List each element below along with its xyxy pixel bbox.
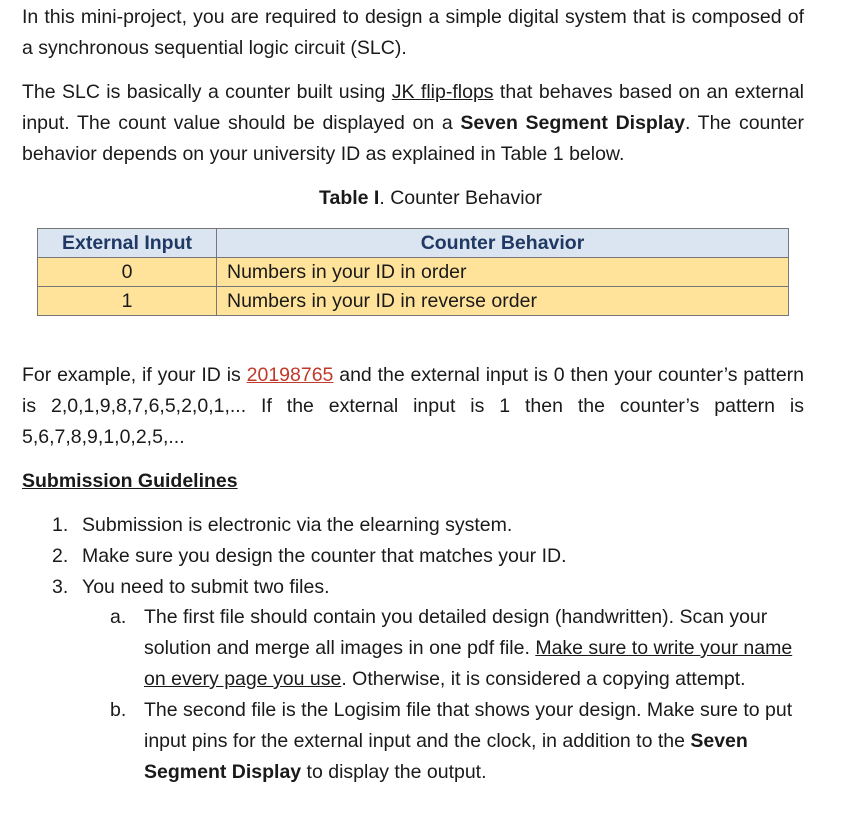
seven-segment-bold: Seven Segment Display	[144, 730, 748, 783]
list-marker: 3.	[52, 576, 69, 598]
example-paragraph	[22, 360, 804, 453]
slc-description-paragraph	[22, 77, 804, 170]
list-item	[52, 541, 812, 572]
slc-text-2: that behaves based on an external input. The count value should be displayed on a	[22, 81, 804, 134]
table-header-row	[38, 229, 789, 258]
sublist-text-1: The second file is the Logisim file that shows your design. Make sure to put input pins for the external input and the clock, in addition to the	[144, 699, 793, 752]
submission-list	[52, 510, 812, 603]
example-text-2: and the external input is 0 then your counter’s pattern is 2,0,1,9,8,7,6,5,2,0,1,... If the external input is 1 then the counter’s pattern is 5,6,7,8,9,1,0,2,5,...	[22, 364, 804, 448]
submission-heading: Submission Guidelines	[22, 470, 238, 492]
sublist-marker: a.	[110, 606, 127, 628]
list-marker: 2.	[52, 545, 69, 567]
list-marker: 1.	[52, 514, 69, 536]
cell-input-1: 1	[38, 287, 217, 316]
slc-text-3: . The counter behavior depends on your university ID as explained in Table 1 below.	[22, 112, 804, 165]
header-external-input: External Input	[38, 229, 217, 258]
example-text-1: For example, if your ID is	[22, 364, 247, 386]
name-requirement-underlined: Make sure to write your name on every page you use	[144, 637, 793, 690]
cell-behavior-0: Numbers in your ID in order	[217, 258, 789, 287]
list-item-text: You need to submit two files.	[82, 576, 330, 598]
sublist-item-b	[110, 695, 810, 788]
sublist-text-2: to display the output.	[301, 761, 487, 783]
table-caption-label: Table I	[319, 187, 380, 209]
table-caption	[0, 184, 861, 212]
list-item-text: Make sure you design the counter that matches your ID.	[82, 545, 567, 567]
intro-paragraph: In this mini-project, you are required to design a simple digital system that is composed of a synchronous sequential logic circuit (SLC).	[22, 6, 804, 59]
submission-sublist	[110, 602, 810, 788]
table-caption-title: . Counter Behavior	[379, 187, 542, 209]
list-item	[52, 572, 812, 603]
slc-text-1: The SLC is basically a counter built using	[22, 81, 392, 103]
sublist-text-2: . Otherwise, it is considered a copying attempt.	[341, 668, 746, 690]
sublist-marker: b.	[110, 699, 127, 721]
cell-behavior-1: Numbers in your ID in reverse order	[217, 287, 789, 316]
cell-input-0: 0	[38, 258, 217, 287]
list-item	[52, 510, 812, 541]
table-row	[38, 287, 789, 316]
jk-flip-flops-link[interactable]: JK flip-flops	[391, 81, 494, 103]
seven-segment-bold: Seven Segment Display	[460, 112, 685, 134]
list-item-text: Submission is electronic via the elearning system.	[82, 514, 513, 536]
table-row	[38, 258, 789, 287]
sublist-text-1: The first file should contain you detailed design (handwritten). Scan your solution and merge all images in one pdf file.	[144, 606, 768, 659]
example-id-link[interactable]: 20198765	[246, 364, 334, 386]
counter-behavior-table	[37, 228, 789, 316]
sublist-item-a	[110, 602, 810, 695]
header-counter-behavior: Counter Behavior	[217, 229, 789, 258]
